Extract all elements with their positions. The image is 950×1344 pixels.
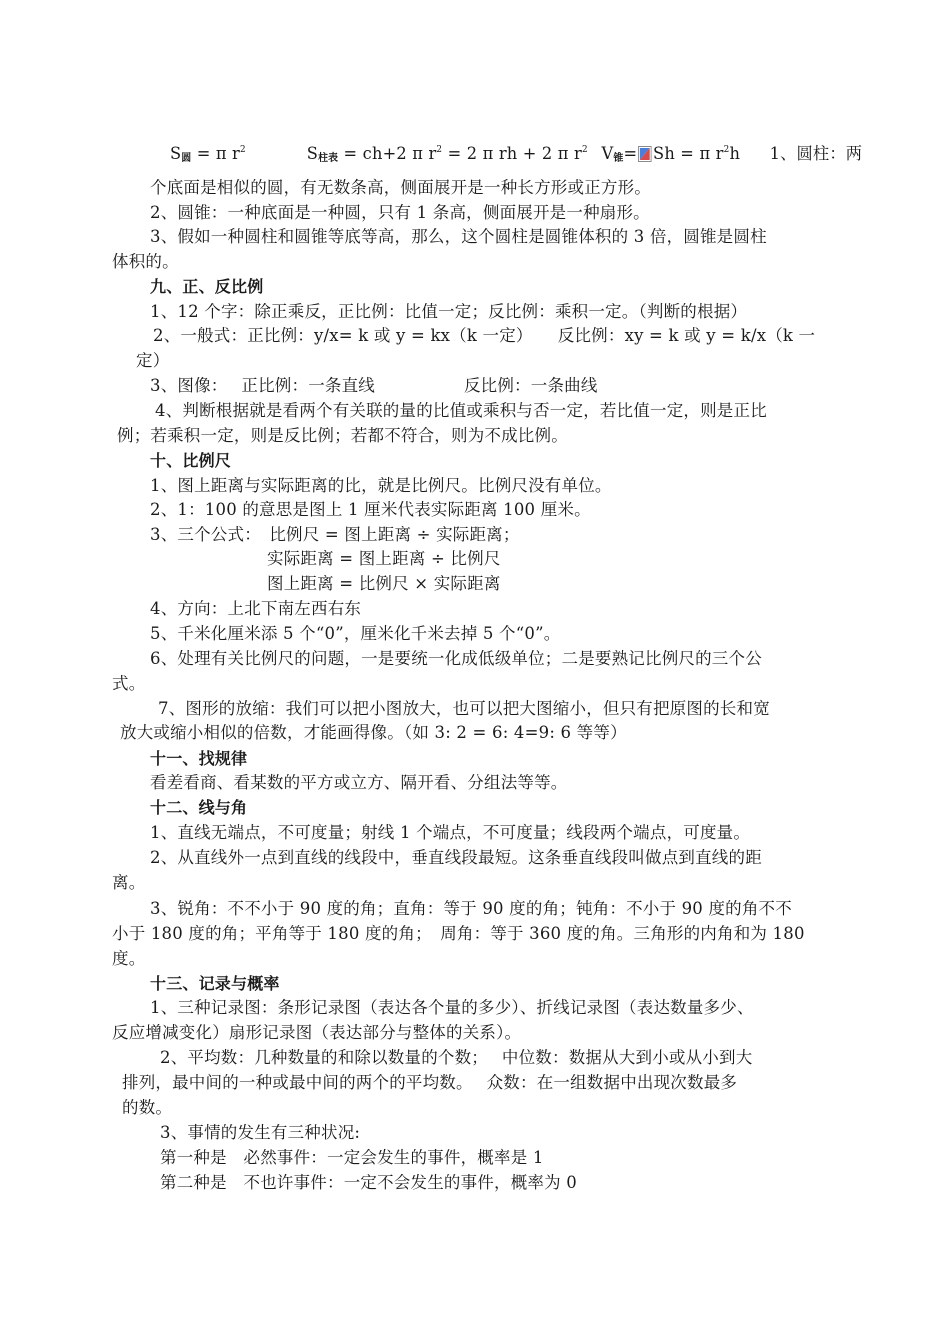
cylinder-surface-formula: $S_{柱表} = ch+2$ π $r^2 = 2$ π rh + 2 π $r^2$ [306,144,588,164]
text-line: 3、三个公式： 比例尺 = 图上距离 ÷ 实际距离； [150,525,520,544]
text-line: 2、从直线外一点到直线的线段中，垂直线段最短。这条垂直线段叫做点到直线的距 [150,848,762,867]
text-line: 2、一般式：正比例：y/x= k 或 y = kx（k 一定） 反比例：xy = k 或 y = k/x（k 一 [153,326,816,345]
text-line: 4、判断根据就是看两个有关联的量的比值或乘积与否一定，若比值一定，则是正比 [155,401,767,420]
text-line: 6、处理有关比例尺的问题，一是要统一化成低级单位；二是要熟记比例尺的三个公 [150,649,762,668]
text-line: 5、千米化厘米添 5 个“0”，厘米化千米去掉 5 个“0”。 [150,624,561,643]
text-line: 放大或缩小相似的倍数，才能画得像。（如 3: 2 = 6: 4=9: 6 等等） [120,723,627,742]
text-line: 1、图上距离与实际距离的比，就是比例尺。比例尺没有单位。 [150,476,612,495]
section-heading-9: 九、正、反比例 [150,277,264,296]
text-line: 看差看商、看某数的平方或立方、隔开看、分组法等等。 [150,773,568,792]
text-line: 定） [136,351,170,370]
text-line: 2、1：100 的意思是图上 1 厘米代表实际距离 100 厘米。 [150,500,591,519]
cylinder-heading-start: 1、圆柱：两 [769,144,863,163]
text-line: 7、图形的放缩：我们可以把小图放大，也可以把大图缩小，但只有把原图的长和宽 [158,699,770,718]
text-line: 3、事情的发生有三种状况: [160,1123,361,1142]
text-line: 第二种是 不也许事件：一定不会发生的事件，概率为 0 [160,1173,577,1192]
text-line: 例；若乘积一定，则是反比例；若都不符合，则为不成比例。 [117,426,568,445]
text-line: 离。 [112,873,146,892]
text-line: 3、假如一种圆柱和圆锥等底等高，那么，这个圆柱是圆锥体积的 3 倍，圆锥是圆柱 [150,227,767,246]
fraction-image-icon [638,146,652,162]
cone-volume-formula: $V_锥= Sh = \pi$ $r^2h$ [601,144,741,164]
text-line: 图上距离 = 比例尺 × 实际距离 [267,574,501,593]
section-heading-13: 十三、记录与概率 [150,974,280,993]
text-line: 个底面是相似的圆，有无数条高，侧面展开是一种长方形或正方形。 [150,178,651,197]
circle-area-formula: $S_圆 = \pi$ $r^2$ [170,144,246,164]
text-line: 3、锐角：不不小于 90 度的角；直角：等于 90 度的角；钝角：不小于 90 度的角不不 [150,899,792,918]
text-line: 2、平均数：几种数量的和除以数量的个数； 中位数：数据从大到小或从小到大 [160,1048,753,1067]
text-line: 4、方向：上北下南左西右东 [150,599,362,618]
text-line: 1、三种记录图：条形记录图（表达各个量的多少）、折线记录图（表达数量多少、 [150,998,754,1017]
text-line: 1、12 个字：除正乘反，正比例：比值一定；反比例：乘积一定。（判断的根据） [150,302,748,321]
section-heading-12: 十二、线与角 [150,798,248,817]
section-heading-11: 十一、找规律 [150,749,248,768]
text-line: 2、圆锥：一种底面是一种圆，只有 1 条高，侧面展开是一种扇形。 [150,203,650,222]
text-line: 小于 180 度的角；平角等于 180 度的角； 周角：等于 360 度的角。三角形的内角和为 180 [112,924,805,943]
formula-line [170,139,863,170]
text-line: 的数。 [122,1098,173,1117]
text-line: 反应增减变化）扇形记录图（表达部分与整体的关系）。 [112,1023,522,1042]
text-line: 排列，最中间的一种或最中间的两个的平均数。 众数：在一组数据中出现次数最多 [122,1073,738,1092]
text-line: 实际距离 = 图上距离 ÷ 比例尺 [267,549,501,568]
text-line: 体积的。 [112,252,179,271]
text-line: 3、图像： 正比例：一条直线 反比例：一条曲线 [150,376,598,395]
text-line: 1、直线无端点，不可度量；射线 1 个端点，不可度量；线段两个端点，可度量。 [150,823,751,842]
text-line: 度。 [112,949,146,968]
text-line: 第一种是 必然事件：一定会发生的事件，概率是 1 [160,1148,544,1167]
section-heading-10: 十、比例尺 [150,451,232,470]
text-line: 式。 [112,674,146,693]
